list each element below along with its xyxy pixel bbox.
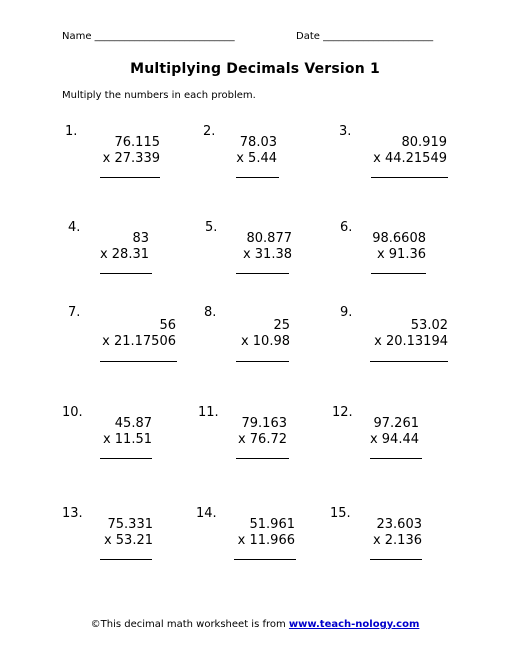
problem-number: 11. — [198, 405, 219, 420]
page-title: Multiplying Decimals Version 1 — [130, 61, 380, 77]
multiplier: x 11.51 — [102, 432, 152, 447]
multiplicand: 80.919 — [401, 135, 447, 150]
problem-8 — [204, 305, 334, 375]
problem-number: 12. — [332, 405, 353, 420]
multiplicand: 79.163 — [241, 416, 287, 431]
instructions: Multiply the numbers in each problem. — [62, 90, 256, 101]
problem-number: 9. — [340, 305, 353, 320]
multiplier: x 10.98 — [240, 334, 290, 349]
answer-line — [234, 559, 296, 560]
multiplier: x 21.17506 — [102, 334, 176, 349]
multiplier: x 91.36 — [376, 247, 426, 262]
problem-number: 1. — [65, 124, 78, 139]
answer-line — [236, 177, 279, 178]
answer-line — [370, 559, 422, 560]
problem-number: 7. — [68, 305, 81, 320]
multiplicand: 23.603 — [376, 517, 422, 532]
multiplicand: 76.115 — [114, 135, 160, 150]
multiplier: x 27.339 — [102, 151, 160, 166]
answer-line — [100, 458, 152, 459]
answer-line — [236, 273, 289, 274]
problem-number: 15. — [330, 506, 351, 521]
answer-line — [370, 361, 448, 362]
problem-11 — [198, 405, 328, 475]
answer-line — [100, 559, 152, 560]
date-field: Date ______________________ — [296, 31, 434, 42]
multiplicand: 25 — [273, 318, 290, 333]
problem-3 — [339, 124, 479, 194]
answer-line — [100, 273, 152, 274]
problem-14 — [196, 506, 326, 576]
problem-5 — [205, 220, 335, 290]
problem-9 — [340, 305, 480, 375]
footer-text: ©This decimal math worksheet is from — [90, 619, 289, 630]
answer-line — [236, 361, 289, 362]
problem-4 — [68, 220, 198, 290]
multiplier: x 28.31 — [99, 247, 149, 262]
multiplier: x 44.21549 — [373, 151, 447, 166]
problem-number: 5. — [205, 220, 218, 235]
problem-15 — [330, 506, 460, 576]
name-field: Name ____________________________ — [62, 31, 235, 42]
problem-number: 14. — [196, 506, 217, 521]
problem-number: 2. — [203, 124, 216, 139]
problem-number: 6. — [340, 220, 353, 235]
multiplier: x 94.44 — [369, 432, 419, 447]
multiplier: x 53.21 — [103, 533, 153, 548]
multiplier: x 31.38 — [242, 247, 292, 262]
problem-number: 10. — [62, 405, 83, 420]
problem-6 — [340, 220, 470, 290]
problem-number: 13. — [62, 506, 83, 521]
multiplier: x 76.72 — [237, 432, 287, 447]
multiplicand: 97.261 — [373, 416, 419, 431]
multiplicand: 83 — [132, 231, 149, 246]
problem-1 — [65, 124, 195, 194]
multiplicand: 75.331 — [107, 517, 153, 532]
multiplier: x 20.13194 — [374, 334, 448, 349]
multiplier: x 5.44 — [236, 151, 277, 166]
answer-line — [371, 177, 448, 178]
answer-line — [370, 458, 422, 459]
footer — [0, 619, 510, 630]
multiplicand: 45.87 — [114, 416, 152, 431]
multiplicand: 80.877 — [246, 231, 292, 246]
problem-number: 8. — [204, 305, 217, 320]
multiplier: x 11.966 — [237, 533, 295, 548]
multiplicand: 98.6608 — [372, 231, 426, 246]
answer-line — [236, 458, 289, 459]
answer-line — [100, 177, 160, 178]
multiplicand: 78.03 — [239, 135, 277, 150]
multiplier: x 2.136 — [372, 533, 422, 548]
answer-line — [371, 273, 426, 274]
problem-number: 4. — [68, 220, 81, 235]
problem-2 — [203, 124, 333, 194]
problem-10 — [62, 405, 192, 475]
problem-number: 3. — [339, 124, 352, 139]
multiplicand: 51.961 — [249, 517, 295, 532]
answer-line — [100, 361, 177, 362]
problem-12 — [332, 405, 462, 475]
problem-7 — [68, 305, 198, 375]
multiplicand: 56 — [159, 318, 176, 333]
problem-13 — [62, 506, 192, 576]
multiplicand: 53.02 — [410, 318, 448, 333]
footer-link[interactable]: www.teach-nology.com — [288, 619, 420, 630]
